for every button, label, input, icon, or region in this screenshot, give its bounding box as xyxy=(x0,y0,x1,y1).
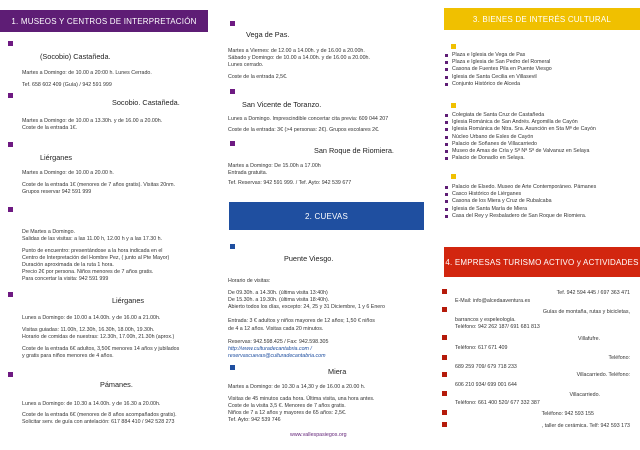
entry-text: Entrada: 3 € adultos y niños mayores de 12 años; 1,50 € niños xyxy=(228,318,375,324)
section-header-text: 2. CUEVAS xyxy=(305,211,348,221)
entry-text: Reservas: 942.598.425 / Fax: 942.598.305 xyxy=(228,339,329,345)
list-item: Iglesia Románica de San Andrés. Argomilla de Cayón xyxy=(444,119,596,126)
entry-text: Salidas de las visitas: a las 11.00 h, 12.00 h y a las 17.30 h. xyxy=(22,236,163,242)
company-line: 689 259 709/ 679 718 233 xyxy=(455,364,517,370)
company-line: 606 210 934/ 699 001 644 xyxy=(455,382,517,388)
company-line: Villacarriedo. Teléfono: xyxy=(576,372,630,378)
link-text[interactable]: reservascuevas@culturadecantabria.com xyxy=(228,353,326,359)
company-line: Teléfono: xyxy=(608,355,630,361)
company-line: , taller de cerámica. Telf: 942 593 173 xyxy=(541,423,630,429)
company-line: barrancos y espeleología. xyxy=(455,317,516,323)
bic-list-3 xyxy=(444,184,596,220)
entry-text: Visitas de 45 minutos cada hora. Última visita, una hora antes. xyxy=(228,396,375,402)
bullet-square xyxy=(230,89,235,94)
list-item: Museo de Amas de Cría y Sª Nª Sª de Valvanuz en Selaya xyxy=(444,148,596,155)
list-item: Casco Histórico de Liérganes xyxy=(444,191,596,198)
entry-text: Sábado y Domingo: de 10.00 a 14.00h. y de 16.00 a 20.00h. xyxy=(228,55,370,61)
entry-text: Para concertar la visita: 942 591 999 xyxy=(22,276,109,282)
entry-title: Puente Viesgo. xyxy=(284,254,334,263)
entry-text: Coste de la entrada 1€. xyxy=(22,125,78,131)
section-header-text: 3. BIENES DE INTERÉS CULTURAL xyxy=(472,14,612,24)
bullet-square xyxy=(451,174,456,179)
link-text[interactable]: http://www.culturadecantabria.com / xyxy=(228,346,312,352)
bullet-square xyxy=(451,103,456,108)
bullet-square xyxy=(442,289,447,294)
list-item: Palacio de Donadío en Selaya. xyxy=(444,155,596,162)
entry-text: Coste de la visita 3,5 €. Menores de 7 años gratis. xyxy=(228,403,346,409)
bullet-square xyxy=(442,307,447,312)
entry-text: Precio 2€ por persona. Niños menores de 7 años gratis. xyxy=(22,269,154,275)
entry-title: (Socobio) Castañeda. xyxy=(40,52,111,61)
bullet-square xyxy=(8,41,13,46)
bullet-square xyxy=(442,422,447,427)
entry-title: Liérganes xyxy=(40,153,73,162)
entry-text: Coste de la entrada: 3€ (>4 personas: 2€). Grupos escolares 2€. xyxy=(228,127,380,133)
entry-text: Martes a Domingo: De 15.00h a 17.00h xyxy=(228,163,321,169)
entry-text: Lunes a Domingo. Imprescindible concertar cita previa: 609 044 207 xyxy=(228,116,389,122)
list-item: Colegiata de Santa Cruz de Castañeda xyxy=(444,112,596,119)
entry-text: De 15.30h. a 19.30h. (última visita 18:40h). xyxy=(228,297,330,303)
company-line: Teléfono: 661 400 520/ 677 332 387 xyxy=(455,400,540,406)
column-museos xyxy=(0,0,212,450)
entry-text: Punto de encuentro: presentándose a la hora indicada en el xyxy=(22,248,163,254)
entry-text: Martes a Domingo: de 10.00 a 13.30h. y de 16.00 a 20.00h. xyxy=(22,118,163,124)
entry-text: Martes a Domingo: de 10.00 a 20:00 h. Lunes Cerrado. xyxy=(22,70,152,76)
entry-text: Coste de la entrada 2,5€. xyxy=(228,74,288,80)
entry-text: y gratis para niños menores de 4 años. xyxy=(22,353,114,359)
entry-text: De Martes a Domingo. xyxy=(22,229,75,235)
list-item: Conjunto Histórico de Alceda xyxy=(444,81,552,88)
bullet-square xyxy=(442,391,447,396)
company-line: Villafufre. xyxy=(578,336,600,342)
bic-list-2 xyxy=(444,112,596,162)
entry-title: Liérganes xyxy=(112,296,145,305)
entry-text: Lunes a Domingo: de 10.00 a 14.00h. y de 16.00 a 21.00h. xyxy=(22,315,161,321)
column-cuevas xyxy=(216,0,424,450)
entry-text: De 09.30h. a 14.30h. (última visita 13:40h) xyxy=(228,290,328,296)
section-header-empresas xyxy=(444,247,640,277)
list-item: Iglesia Románica de Ntra. Sra. Asunción en Sta Mª de Cayón xyxy=(444,126,596,133)
bullet-square xyxy=(442,372,447,377)
list-item: Casona de los Miera y Cruz de Rubalcaba xyxy=(444,198,596,205)
section-header-text: 1. MUSEOS Y CENTROS DE INTERPRETACIÓN xyxy=(11,16,197,26)
bullet-square xyxy=(8,142,13,147)
entry-text: Visitas guiadas: 11.00h, 12.30h, 16.30h, 18.00h, 19.30h. xyxy=(22,327,155,333)
entry-text: Duración aproximada de la ruta 1 hora. xyxy=(22,262,114,268)
entry-title: Miera xyxy=(328,367,347,376)
entry-text: Abierto todos los días, excepto: 24, 25 y 31 Diciembre, 1 y 6 Enero xyxy=(228,304,385,310)
bullet-square xyxy=(451,44,456,49)
list-item: Palacio de Elsedo. Museo de Arte Contemporáneo. Pámanes xyxy=(444,184,596,191)
entry-text: Horario de visitas: xyxy=(228,278,271,284)
entry-text: Grupos reservar 942 591 999 xyxy=(22,189,92,195)
entry-text: Coste de la entrada 6€ adultos, 3,50€ menores 14 años y jubilados xyxy=(22,346,180,352)
company-line: Teléfono: 942 262 187/ 691 681 813 xyxy=(455,324,540,330)
entry-text: Tef. Ayto: 942 539 746 xyxy=(228,417,281,423)
list-item: Plaza e Iglesia de Vega de Pas xyxy=(444,52,552,59)
bullet-square xyxy=(442,335,447,340)
footer-url[interactable]: www.vallespasiegos.org xyxy=(290,432,347,438)
list-item: Iglesia de Santa María de Miera xyxy=(444,206,596,213)
entry-text: Lunes cerrado. xyxy=(228,62,264,68)
company-line: Tef. 942 594 445 / 697 363 471 xyxy=(556,290,630,296)
company-line: Teléfono: 617 671 409 xyxy=(455,345,508,351)
list-item: Plaza e Iglesia de San Pedro del Romeral xyxy=(444,59,552,66)
entry-text: Coste de la entrada 6€ (menores de 8 años acompañados gratis). xyxy=(22,412,177,418)
bullet-square xyxy=(442,410,447,415)
entry-title: Pámanes. xyxy=(100,380,133,389)
entry-text: Martes a Domingo: de 10.30 a 14,30 y de 16.00 a 20.00 h. xyxy=(228,384,366,390)
list-item: Casona de Fuentes Pila en Puente Viesgo xyxy=(444,66,552,73)
entry-text: Tef. 658 602 409 (Guía) / 942 591 999 xyxy=(22,82,112,88)
bullet-square xyxy=(8,207,13,212)
company-line: Villacarriedo. xyxy=(569,392,600,398)
company-line: Teléfono: 942 593 155 xyxy=(541,411,594,417)
entry-text: Entrada gratuita. xyxy=(228,170,268,176)
column-bienes xyxy=(428,0,640,450)
bullet-square xyxy=(230,21,235,26)
list-item: Casa del Rey y Resbaladero de San Roque de Riomiera. xyxy=(444,213,596,220)
section-header-museos xyxy=(0,10,208,32)
list-item: Iglesia de Santa Cecilia en Villasevil xyxy=(444,74,552,81)
company-line: E-Mail: info@alcedaaventura.es xyxy=(455,298,531,304)
bullet-square xyxy=(230,244,235,249)
entry-title: Vega de Pas. xyxy=(246,30,290,39)
bullet-square xyxy=(8,93,13,98)
bic-list-1 xyxy=(444,52,552,88)
bullet-square xyxy=(442,355,447,360)
entry-text: Coste de la entrada 1€ (menores de 7 años gratis). Visitas 20nm. xyxy=(22,182,176,188)
entry-title: San Roque de Riomiera. xyxy=(314,146,394,155)
list-item: Palacio de Soñanes de Villacarriedo xyxy=(444,141,596,148)
list-item: Núcleo Urbano de Esles de Cayón xyxy=(444,134,596,141)
bullet-square xyxy=(8,292,13,297)
entry-text: Centro de Interpretación del Hombre Pez, ( junto al Pte Mayor) xyxy=(22,255,170,261)
entry-title: Socobio. Castañeda. xyxy=(112,98,180,107)
bullet-square xyxy=(8,372,13,377)
section-header-bienes xyxy=(444,8,640,30)
entry-title: San Vicente de Toranzo. xyxy=(242,100,322,109)
entry-text: Martes a Viernes: de 12.00 a 14.00h. y de 16.00 a 20.00h. xyxy=(228,48,365,54)
entry-text: Horario de comidas de nuestras: 12.30h, 17.00h, 21.30h (aprox.) xyxy=(22,334,175,340)
section-header-text: 4. EMPRESAS TURISMO ACTIVO y ACTIVIDADES xyxy=(445,257,639,267)
entry-text: Lunes a Domingo: de 10.30 a 14.00h. y de 16.30 a 20.00h. xyxy=(22,401,161,407)
entry-text: Solicitar serv. de guía con antelación: 617 884 410 / 942 528 273 xyxy=(22,419,175,425)
entry-text: de 4 a 12 años. Visitas cada 20 minutos. xyxy=(228,326,324,332)
bullet-square xyxy=(230,365,235,370)
entry-text: Tef. Reservas: 942 591 999. / Tef. Ayto: 942 539 677 xyxy=(228,180,352,186)
bullet-square xyxy=(230,141,235,146)
entry-text: Niños de 7 a 12 años y mayores de 65 años: 2,5€. xyxy=(228,410,347,416)
section-header-cuevas xyxy=(229,202,424,230)
entry-text: Martes a Domingo: de 10.00 a 20.00 h. xyxy=(22,170,114,176)
company-line: Guías de montaña, rutas y bicicletas, xyxy=(542,309,630,315)
